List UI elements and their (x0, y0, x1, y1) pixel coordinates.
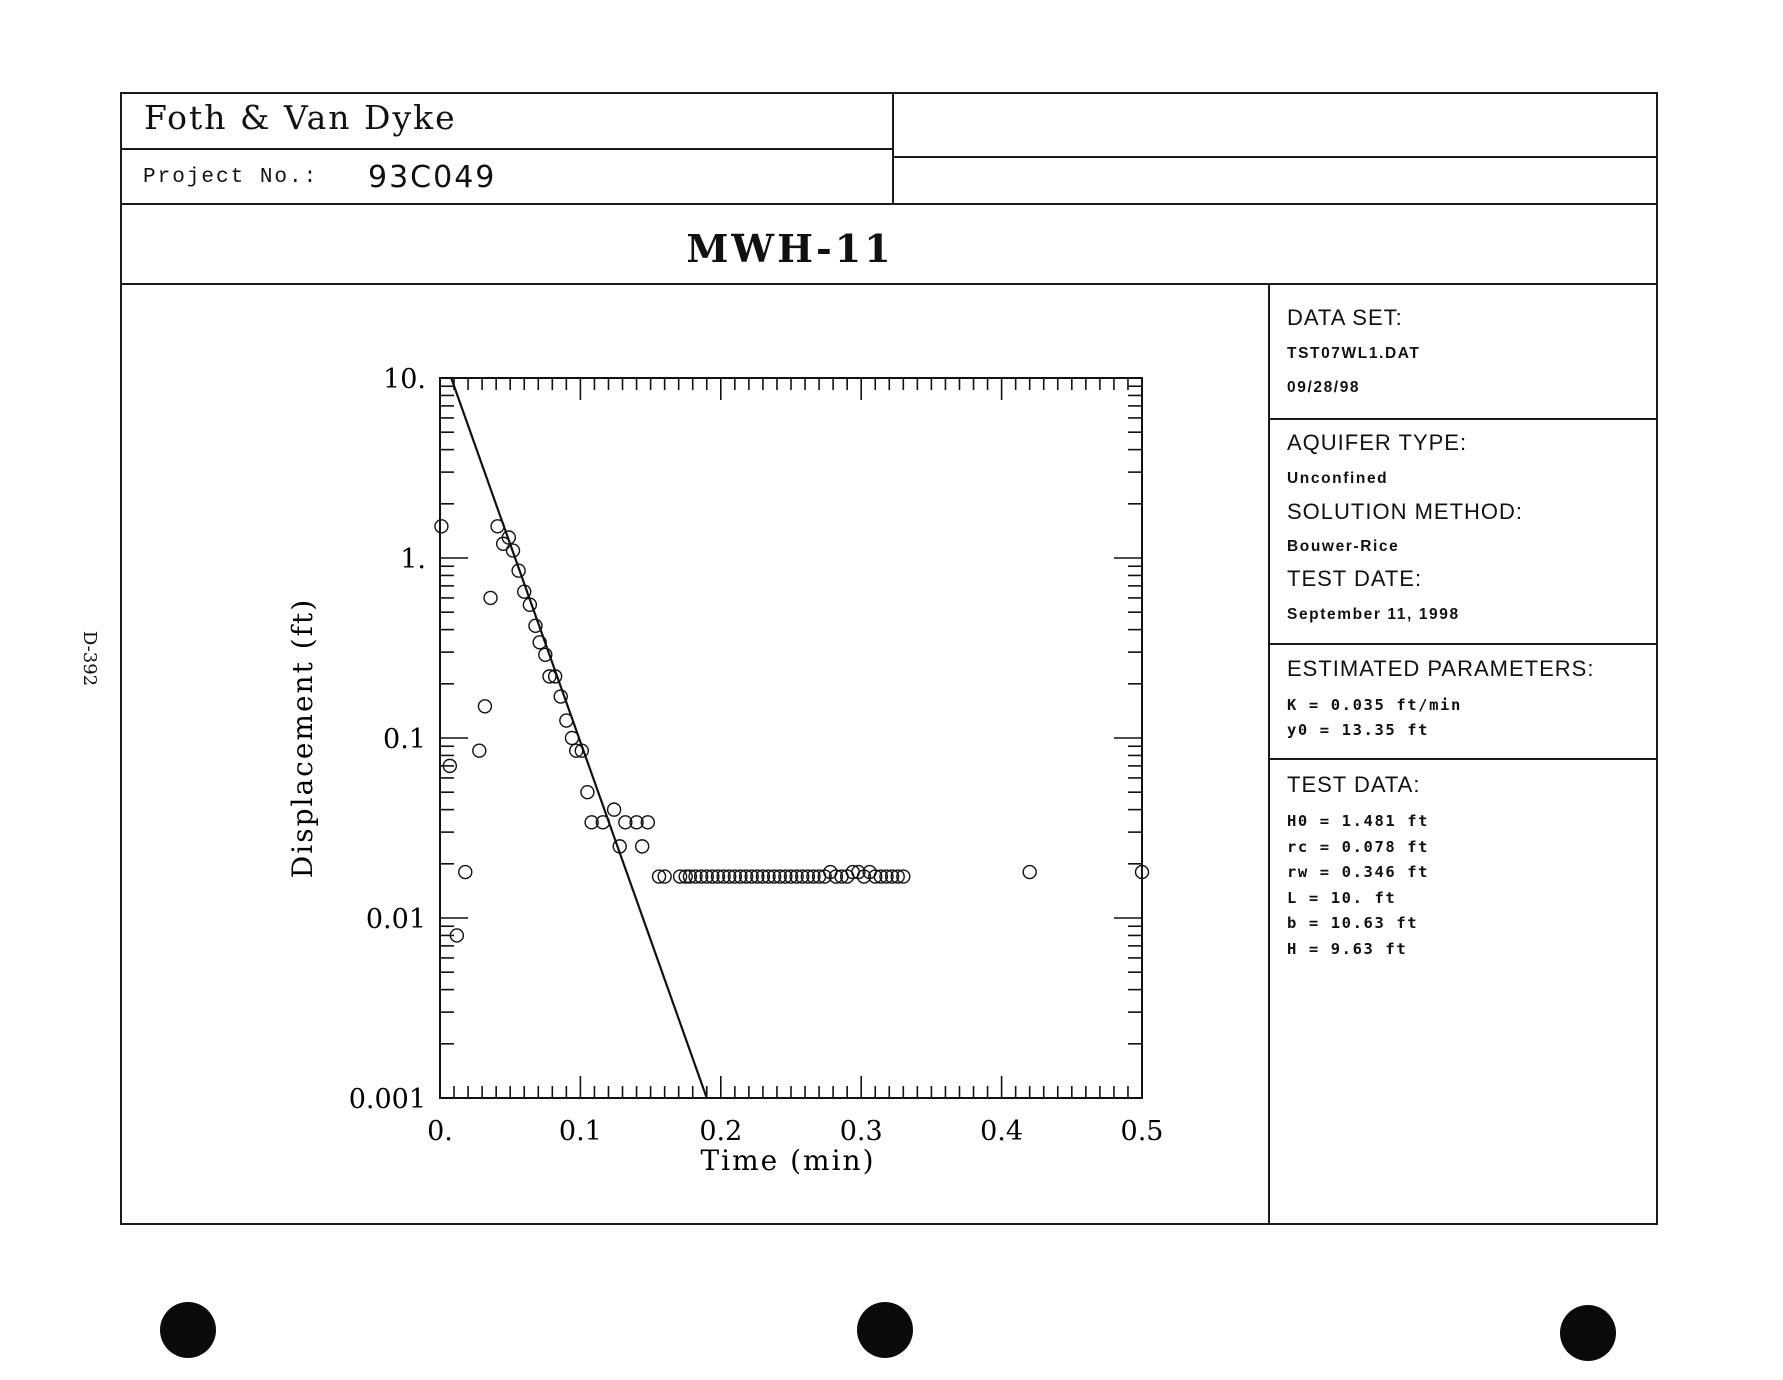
aquifer-type-heading: AQUIFER TYPE: (1287, 430, 1468, 455)
y-tick-label: 0.01 (365, 904, 426, 935)
data-point (581, 786, 594, 799)
data-point (484, 591, 497, 604)
data-point (478, 700, 491, 713)
y-tick-label: 10. (383, 364, 426, 395)
test-date: September 11, 1998 (1287, 606, 1460, 623)
parameter-line: y0 = 13.35 ft (1287, 721, 1430, 739)
test-data-line: H0 = 1.481 ft (1287, 812, 1430, 830)
data-point (1023, 866, 1036, 879)
x-tick-label: 0.1 (558, 1116, 602, 1147)
data-point (658, 870, 671, 883)
data-point (608, 803, 621, 816)
data-point (459, 866, 472, 879)
data-point (570, 744, 583, 757)
test-data-line: rc = 0.078 ft (1287, 838, 1430, 856)
data-point (473, 744, 486, 757)
test-data-line: H = 9.63 ft (1287, 940, 1408, 958)
page-title: MWH-11 (686, 226, 894, 271)
y-axis-title: Displacement (ft) (286, 597, 319, 879)
y-tick-label: 1. (400, 544, 426, 575)
test-date-heading: TEST DATE: (1287, 566, 1423, 591)
solution-method-heading: SOLUTION METHOD: (1287, 499, 1524, 524)
y-tick-label: 0.1 (383, 724, 426, 755)
data-point (543, 670, 556, 683)
project-label: Project No.: (143, 166, 319, 189)
project-number: 93C049 (368, 160, 497, 195)
binder-hole (1560, 1305, 1616, 1361)
estimated-parameters-heading: ESTIMATED PARAMETERS: (1287, 656, 1595, 681)
y-tick-label: 0.001 (348, 1084, 426, 1115)
x-axis-title: Time (min) (700, 1144, 876, 1177)
x-tick-label: 0.5 (1120, 1116, 1164, 1147)
aquifer-type: Unconfined (1287, 470, 1389, 487)
parameter-line: K = 0.035 ft/min (1287, 696, 1462, 714)
test-data-line: L = 10. ft (1287, 889, 1397, 907)
data-set-date: 09/28/98 (1287, 379, 1361, 396)
binder-hole (160, 1302, 216, 1358)
solution-method: Bouwer-Rice (1287, 538, 1400, 555)
company-name: Foth & Van Dyke (144, 98, 457, 137)
data-point (518, 585, 531, 598)
page-marker-label: D-392 (79, 630, 101, 687)
x-tick-label: 0.2 (699, 1116, 743, 1147)
data-set-file: TST07WL1.DAT (1287, 345, 1421, 362)
data-point (653, 870, 666, 883)
data-point (491, 520, 504, 533)
data-point (565, 732, 578, 745)
data-set-heading: DATA SET: (1287, 305, 1403, 330)
test-data-line: b = 10.63 ft (1287, 914, 1419, 932)
data-point (636, 840, 649, 853)
test-data-heading: TEST DATA: (1287, 772, 1421, 797)
binder-hole (857, 1302, 913, 1358)
x-tick-label: 0.4 (980, 1116, 1024, 1147)
test-data-line: rw = 0.346 ft (1287, 863, 1430, 881)
x-tick-label: 0.3 (839, 1116, 883, 1147)
plot-frame (440, 378, 1142, 1098)
data-point (435, 520, 448, 533)
x-tick-label: 0. (427, 1116, 453, 1147)
data-point (560, 714, 573, 727)
